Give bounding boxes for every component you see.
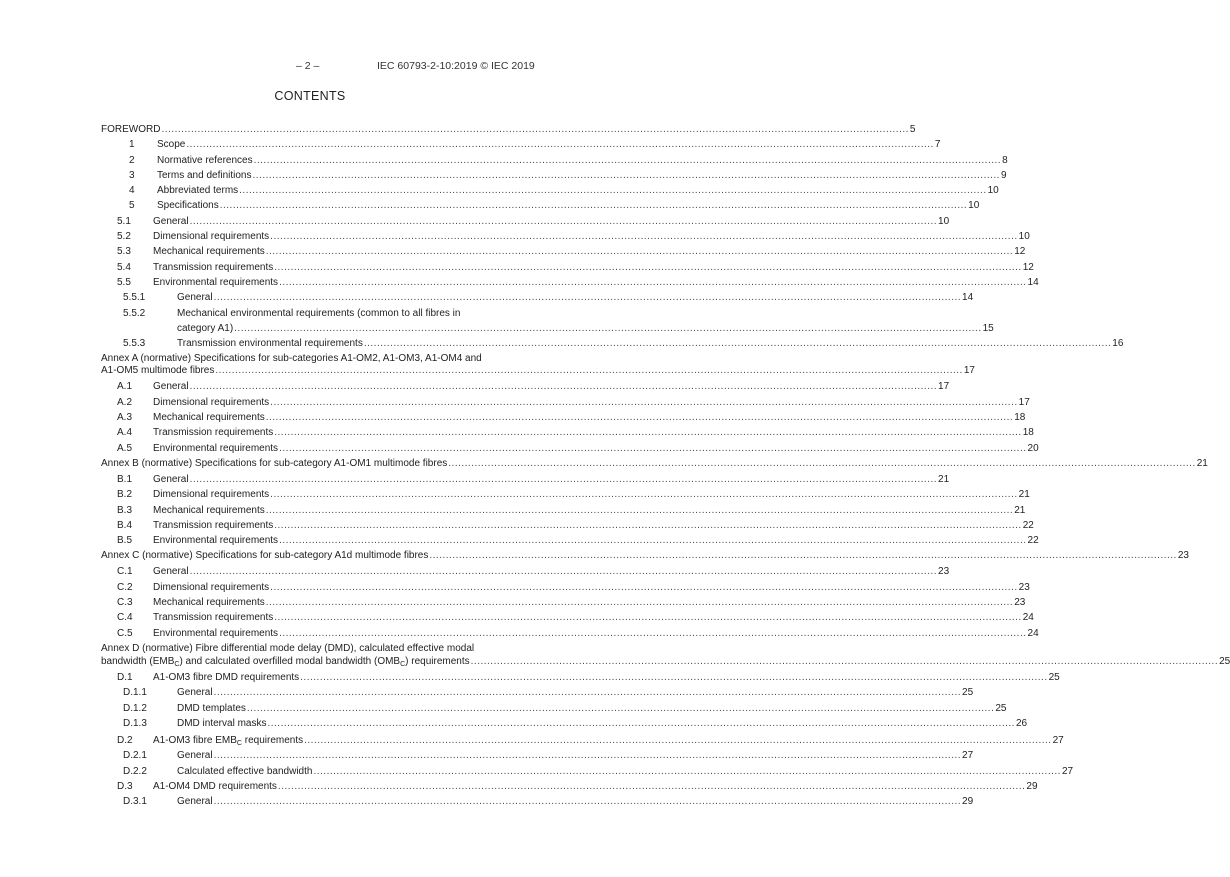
toc-entry[interactable] [117,503,1026,518]
toc-page: 26 [1015,717,1028,729]
toc-entry[interactable] [117,518,1034,533]
toc-label-line2-row [177,321,994,336]
label-part: ) requirements [405,655,470,667]
toc-entry[interactable] [117,441,1039,456]
toc-label: Specifications [157,200,219,212]
toc-label: Transmission requirements [153,261,274,273]
toc-number: A.5 [117,442,133,454]
toc-page: 17 [1018,396,1030,408]
subscript: C [236,740,242,748]
toc-entry[interactable] [123,794,974,809]
leader-dots [279,441,1026,456]
toc-page: 29 [1026,780,1038,792]
toc-entry-annex[interactable] [101,548,1189,564]
toc-entry[interactable] [117,610,1034,625]
subscript: C [400,660,406,668]
leader-dots [190,214,937,229]
toc-page: 20 [1027,442,1039,454]
toc-number: A.4 [117,427,133,439]
leader-dots [254,153,1001,168]
toc-label-line2 [101,656,470,668]
toc-label: Transmission environmental requirements [177,338,363,350]
toc-page: 17 [963,365,975,377]
toc-number: 5.2 [117,231,131,243]
toc-label: Mechanical requirements [153,412,265,424]
toc-number: 1 [129,139,135,151]
toc-number: 5.5.2 [123,307,146,319]
toc-number: C.2 [117,581,133,593]
toc-page: 27 [962,750,974,762]
toc-page: 14 [962,292,974,304]
leader-dots [214,748,961,763]
leader-dots [239,183,986,198]
toc-entry[interactable] [129,168,1007,183]
leader-dots [190,564,937,579]
leader-dots [214,290,961,305]
toc-entry[interactable] [117,395,1030,410]
toc-entry-annex[interactable] [101,456,1208,472]
leader-dots [300,670,1047,685]
toc-number: B.1 [117,473,133,485]
toc-entry-annex[interactable] [101,351,975,379]
toc-label: General [153,215,189,227]
toc-page: 25 [1219,655,1230,667]
label-part: ) and calculated overfilled modal bandwidth (OMB [179,655,401,667]
leader-dots [274,425,1021,440]
toc-entry[interactable] [101,122,916,137]
toc-label: General [177,796,213,808]
toc-number: 3 [129,169,135,181]
toc-entry[interactable] [129,137,941,152]
toc-page: 21 [938,473,950,485]
toc-label: DMD interval masks [177,717,267,729]
toc-page: 21 [1196,457,1208,469]
label-part: bandwidth (EMB [101,655,175,667]
leader-dots [253,168,1000,183]
leader-dots [161,122,908,137]
toc-page: 9 [1000,169,1007,181]
toc-label-line2: category A1) [177,322,234,334]
leader-dots [190,379,937,394]
leader-dots [186,137,933,152]
toc-label: General [177,750,213,762]
leader-dots [270,487,1017,502]
leader-dots [247,701,994,716]
leader-dots [270,580,1017,595]
toc-page: 23 [1018,581,1030,593]
toc-label: Annex B (normative) Specifications for sub-category A1-OM1 multimode fibres [101,457,448,469]
toc-label: General [177,687,213,699]
toc-number: D.2.1 [123,750,147,762]
toc-entry[interactable] [123,748,974,763]
leader-dots [274,260,1021,275]
toc-label: Dimensional requirements [153,581,270,593]
toc-page: 12 [1014,246,1026,258]
toc-label: Terms and definitions [157,169,252,181]
leader-dots [234,323,981,334]
page-title: CONTENTS [274,89,346,103]
toc-page: 21 [1014,504,1026,516]
leader-dots [429,550,1176,562]
toc-entry-annex[interactable] [101,641,1230,670]
toc-label: Environmental requirements [153,442,279,454]
toc-page: 25 [1048,671,1060,683]
toc-number: 5.4 [117,261,131,273]
toc-label: Mechanical requirements [153,504,265,516]
toc-label: Scope [157,139,186,151]
leader-dots [266,244,1013,259]
toc-entry[interactable] [117,487,1030,502]
toc-label: General [177,292,213,304]
toc-entry[interactable] [117,275,1039,290]
toc-entry[interactable] [117,533,1039,548]
toc-number: C.1 [117,566,133,578]
leader-dots [190,472,937,487]
toc-number: D.1.2 [123,702,147,714]
toc-entry[interactable] [123,685,974,700]
leader-dots [471,656,1218,668]
toc-number: 5.5 [117,276,131,288]
leader-dots [279,275,1026,290]
toc-page: 10 [987,185,999,197]
toc-label: Transmission requirements [153,427,274,439]
toc-number: A.1 [117,381,133,393]
toc-label: Transmission requirements [153,612,274,624]
toc-number: 5 [129,200,135,212]
toc-entry[interactable] [123,290,974,305]
toc-entry[interactable] [117,244,1026,259]
toc-entry[interactable] [117,733,1064,748]
toc-number: D.2.2 [123,765,147,777]
toc-entry[interactable] [117,410,1026,425]
toc-label-row [101,457,1208,470]
toc-entry[interactable] [123,716,1028,731]
toc-entry[interactable] [129,183,999,198]
toc-number: D.1.3 [123,717,147,729]
toc-label: Environmental requirements [153,627,279,639]
toc-number: D.1.1 [123,687,147,699]
toc-label-line1: Annex D (normative) Fibre differential mode delay (DMD), calculated effective modal [101,642,475,654]
subscript: C [174,660,180,668]
toc-entry[interactable] [117,580,1030,595]
toc-entry[interactable] [123,336,1124,351]
toc-number: A.2 [117,396,133,408]
toc-label: Calculated effective bandwidth [177,765,313,777]
toc-label: Mechanical requirements [153,246,265,258]
label-part: requirements [241,735,304,747]
toc-entry[interactable] [117,564,950,579]
toc-page: 12 [1022,261,1034,273]
toc-entry[interactable] [117,214,950,229]
toc-entry[interactable] [123,701,1007,716]
leader-dots [313,764,1060,779]
toc-page: 27 [1061,765,1074,777]
toc-number: D.2 [117,735,133,747]
leader-dots [448,458,1195,470]
toc-entry[interactable] [117,670,1060,685]
toc-label: Abbreviated terms [157,185,239,197]
leader-dots [279,533,1026,548]
toc-number: D.3 [117,780,133,792]
toc-number: C.3 [117,597,133,609]
leader-dots [278,779,1025,794]
leader-dots [266,595,1013,610]
toc-number: C.4 [117,612,133,624]
toc-entry[interactable] [117,379,950,394]
toc-page: 23 [1177,550,1189,562]
leader-dots [214,794,961,809]
leader-dots [304,733,1051,748]
leader-dots [266,503,1013,518]
toc-page: 23 [1014,597,1026,609]
toc-label [153,733,303,748]
toc-number: B.5 [117,535,133,547]
toc-label: FOREWORD [101,124,161,135]
toc-label-line2-row [101,365,975,377]
leader-dots [215,365,962,377]
toc-page: 24 [1027,627,1039,639]
toc-label: Dimensional requirements [153,231,270,243]
leader-dots [274,518,1021,533]
toc-entry[interactable] [117,229,1030,244]
toc-page: 22 [1027,535,1039,547]
toc-page: 16 [1112,338,1124,350]
toc-label: General [153,381,189,393]
toc-page: 23 [938,566,950,578]
toc-label: Dimensional requirements [153,489,270,501]
toc-page: 10 [1018,231,1030,243]
toc-entry[interactable] [117,779,1038,794]
toc-label: Mechanical requirements [153,597,265,609]
toc-label: Environmental requirements [153,276,279,288]
toc-label-row [101,550,1189,562]
toc-number: B.2 [117,489,133,501]
toc-number: B.3 [117,504,133,516]
toc-label-line2-row [101,655,1230,668]
toc-page: 21 [1018,489,1030,501]
toc-page: 7 [934,139,941,151]
toc-number: C.5 [117,627,133,639]
leader-dots [266,410,1013,425]
leader-dots [364,336,1111,351]
leader-dots [267,716,1014,731]
toc-page: 25 [995,702,1007,714]
toc-label: General [153,473,189,485]
toc-entry[interactable] [123,306,994,337]
toc-number: B.4 [117,519,133,531]
toc-label-line1: Annex A (normative) Specifications for sub-categories A1-OM2, A1-OM3, A1-OM4 and [101,353,482,365]
toc-page: 18 [1022,427,1034,439]
toc-page: 29 [962,796,974,808]
toc-number: 4 [129,185,135,197]
toc-label-line1: Mechanical environmental requirements (common to all fibres in [177,307,461,319]
leader-dots [220,198,967,213]
toc-number: 5.3 [117,246,131,258]
toc-label: A1-OM4 DMD requirements [153,780,277,792]
toc-number: 5.1 [117,215,131,227]
leader-dots [274,610,1021,625]
leader-dots [270,395,1017,410]
page-number: – 2 – [296,60,320,72]
toc-number: 5.5.1 [123,292,146,304]
toc-entry[interactable] [117,260,1034,275]
toc-page: 8 [1002,154,1008,166]
toc-label: Annex C (normative) Specifications for sub-category A1d multimode fibres [101,550,429,562]
toc-page: 22 [1022,519,1034,531]
toc-entry[interactable] [129,153,1008,168]
toc-number: 2 [129,154,135,166]
toc-number: D.3.1 [123,796,147,808]
toc-label: Transmission requirements [153,519,274,531]
toc-entry[interactable] [117,595,1026,610]
toc-page: 25 [962,687,974,699]
toc-label: Environmental requirements [153,535,279,547]
toc-label-line2: A1-OM5 multimode fibres [101,365,215,377]
toc-label: A1-OM3 fibre DMD requirements [153,671,300,683]
toc-number: D.1 [117,671,133,683]
toc-page: 18 [1014,412,1026,424]
toc-label: General [153,566,189,578]
toc-entry[interactable] [129,198,980,213]
toc-entry[interactable] [117,425,1034,440]
toc-label: Dimensional requirements [153,396,270,408]
table-of-contents [101,122,1230,810]
toc-number: 5.5.3 [123,338,146,350]
toc-entry[interactable] [117,626,1039,641]
toc-page: 10 [968,200,980,212]
toc-label: DMD templates [177,702,246,714]
leader-dots [214,685,961,700]
label-part: A1-OM3 fibre EMB [153,735,237,747]
toc-entry[interactable] [117,472,950,487]
leader-dots [279,626,1026,641]
toc-page: 27 [1052,735,1064,747]
toc-entry[interactable] [123,764,1074,779]
toc-page: 15 [982,322,994,334]
toc-page: 5 [909,124,916,135]
toc-page: 10 [938,215,950,227]
toc-page: 14 [1027,276,1039,288]
toc-number: A.3 [117,412,133,424]
document-reference: IEC 60793-2-10:2019 © IEC 2019 [377,60,535,72]
toc-page: 24 [1022,612,1034,624]
toc-page: 17 [938,381,950,393]
leader-dots [270,229,1017,244]
toc-label: Normative references [157,154,253,166]
